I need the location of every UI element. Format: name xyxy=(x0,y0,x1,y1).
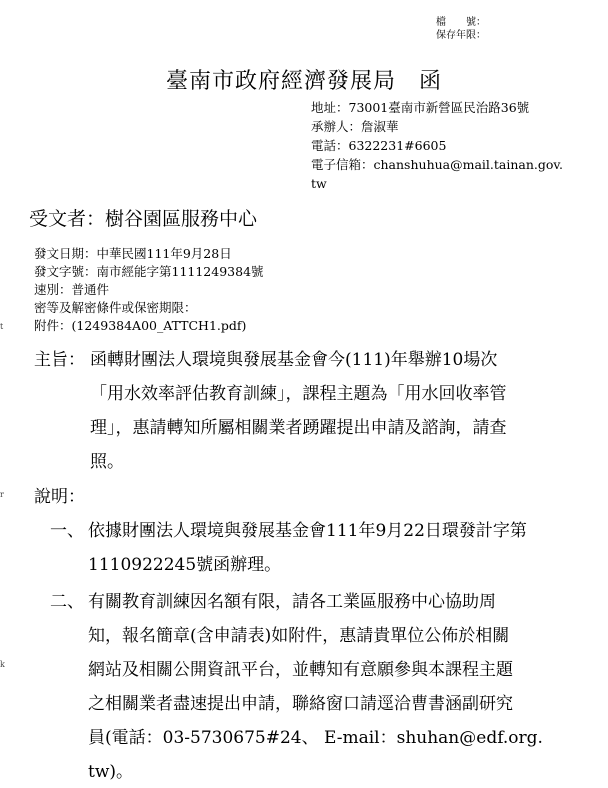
security-level: 密等及解密條件或保密期限： xyxy=(34,300,197,315)
retention-period-label: 保存年限： xyxy=(436,30,486,41)
explanation-line: 有關教育訓練因名額有限，請各工業區服務中心協助周 xyxy=(88,592,496,612)
issue-date: 發文日期：中華民國111年9月28日 xyxy=(34,246,232,261)
contact-email-continued: tw xyxy=(311,176,327,191)
item-marker: 一、 xyxy=(50,521,84,541)
subject-label: 主旨： xyxy=(34,350,85,370)
explanation-line: 依據財團法人環境與發展基金會111年9月22日環發計字第 xyxy=(88,521,527,541)
subject-line: 照。 xyxy=(90,452,124,472)
margin-mark: k xyxy=(0,660,5,669)
attachment: 附件：(1249384A00_ATTCH1.pdf) xyxy=(34,318,247,333)
explanation-line: tw)。 xyxy=(88,762,134,782)
explanation-line: 1110922245號函辦理。 xyxy=(88,555,282,575)
contact-phone: 電話：6322231#6605 xyxy=(311,138,447,153)
subject-line: 理」，惠請轉知所屬相關業者踴躍提出申請及諮詢，請查 xyxy=(90,418,507,438)
explanation-label: 說明： xyxy=(34,487,85,507)
explanation-line: 之相關業者盡速提出申請，聯絡窗口請逕洽曹書涵副研究 xyxy=(88,694,513,714)
contact-email: 電子信箱：chanshuhua@mail.tainan.gov. xyxy=(311,157,563,172)
document-title: 臺南市政府經濟發展局 函 xyxy=(165,69,442,94)
delivery-speed: 速別：普通件 xyxy=(34,282,110,297)
explanation-line: 知，報名簡章(含申請表)如附件，惠請貴單位公佈於相關 xyxy=(88,626,510,646)
contact-person: 承辦人：詹淑華 xyxy=(311,119,399,134)
subject-line: 函轉財團法人環境與發展基金會今(111)年舉辦10場次 xyxy=(90,350,498,370)
explanation-line: 員(電話：03-5730675#24、 E-mail：shuhan@edf.org. xyxy=(88,728,543,748)
explanation-line: 網站及相關公開資訊平台，並轉知有意願參與本課程主題 xyxy=(88,660,513,680)
sender-address: 地址：73001臺南市新營區民治路36號 xyxy=(311,100,530,115)
file-number-label: 檔 號： xyxy=(436,17,486,28)
recipient: 受文者：樹谷園區服務中心 xyxy=(29,208,258,230)
margin-mark: r xyxy=(0,490,4,499)
document-number: 發文字號：南市經能字第1111249384號 xyxy=(34,264,264,279)
subject-line: 「用水效率評估教育訓練」，課程主題為「用水回收率管 xyxy=(90,384,507,404)
item-marker: 二、 xyxy=(50,592,84,612)
margin-mark: t xyxy=(0,322,4,331)
